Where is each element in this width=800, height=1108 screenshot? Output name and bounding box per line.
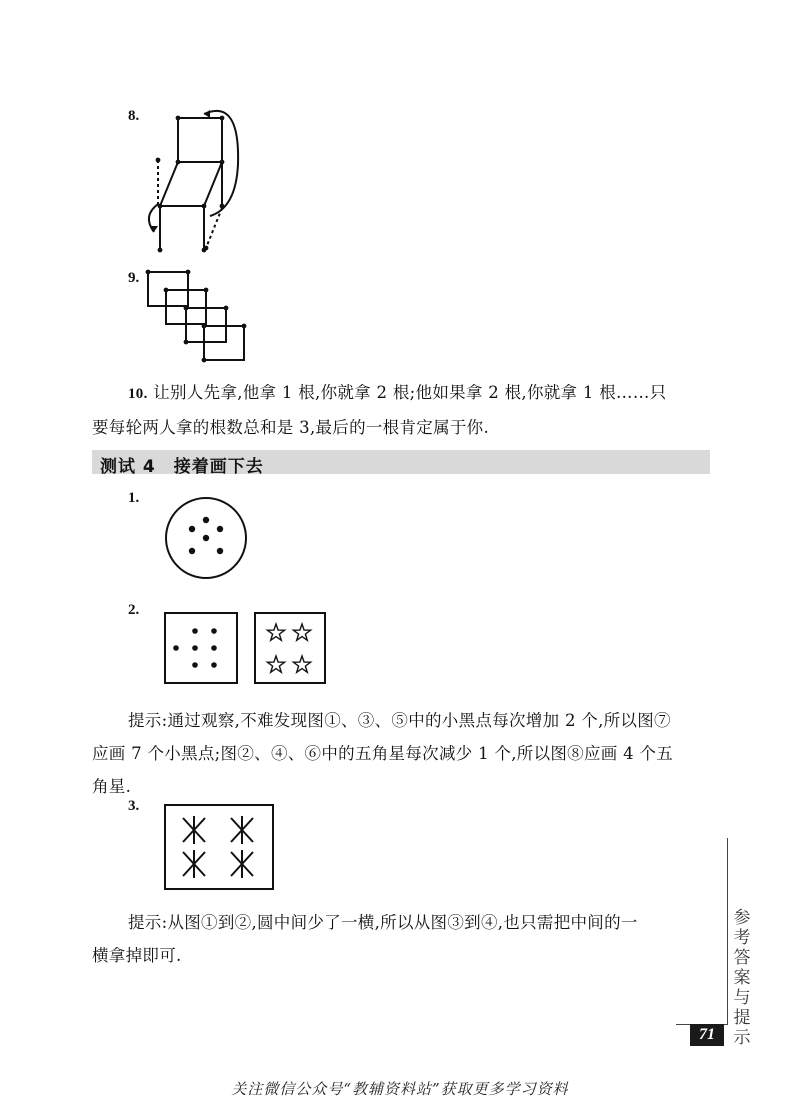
item-9-label: 9. [128, 270, 140, 286]
section-title: 测试 4 接着画下去 [100, 457, 264, 477]
test4-q2-hint [92, 704, 712, 803]
test4-q1-label: 1. [128, 490, 140, 506]
q2-hint-line-3: 角星. [92, 777, 132, 796]
q2-hint-line-1: 提示:通过观察,不难发现图①、③、⑤中的小黑点每次增加 2 个,所以图⑦ [128, 711, 671, 730]
square-four-stars-figure [254, 612, 326, 684]
item-10-line-2: 要每轮两人拿的根数总和是 3,最后的一根肯定属于你. [92, 418, 490, 437]
item-10-line-1: 让别人先拿,他拿 1 根,你就拿 2 根;他如果拿 2 根,你就拿 1 根……只 [153, 383, 667, 402]
item-10-paragraph [92, 376, 712, 444]
item-8-label: 8. [128, 108, 140, 124]
overlapping-squares-figure [146, 270, 250, 364]
chair-matchstick-figure [140, 104, 250, 254]
footer-watermark: 关注微信公众号“教辅资料站”获取更多学习资料 [231, 1080, 569, 1098]
test4-q2-label: 2. [128, 602, 140, 618]
q2-hint-line-2: 应画 7 个小黑点;图②、④、⑥中的五角星每次减少 1 个,所以图⑧应画 4 个五 [92, 744, 674, 763]
test4-q3-hint [92, 906, 712, 972]
sidebar-label: 参考答案与提示 [733, 908, 751, 1048]
item-10-label: 10. [128, 386, 148, 402]
q3-hint-line-2: 横拿掉即可. [92, 946, 182, 965]
circle-dots-figure [164, 496, 248, 580]
rectangle-asterisks-figure [164, 804, 274, 890]
square-seven-dots-figure [164, 612, 238, 684]
page-number: 71 [690, 1024, 724, 1046]
test4-q3-label: 3. [128, 798, 140, 814]
q3-hint-line-1: 提示:从图①到②,圆中间少了一横,所以从图③到④,也只需把中间的一 [128, 913, 638, 932]
section-header-bar [92, 450, 710, 477]
sidebar-rule [727, 838, 728, 1024]
